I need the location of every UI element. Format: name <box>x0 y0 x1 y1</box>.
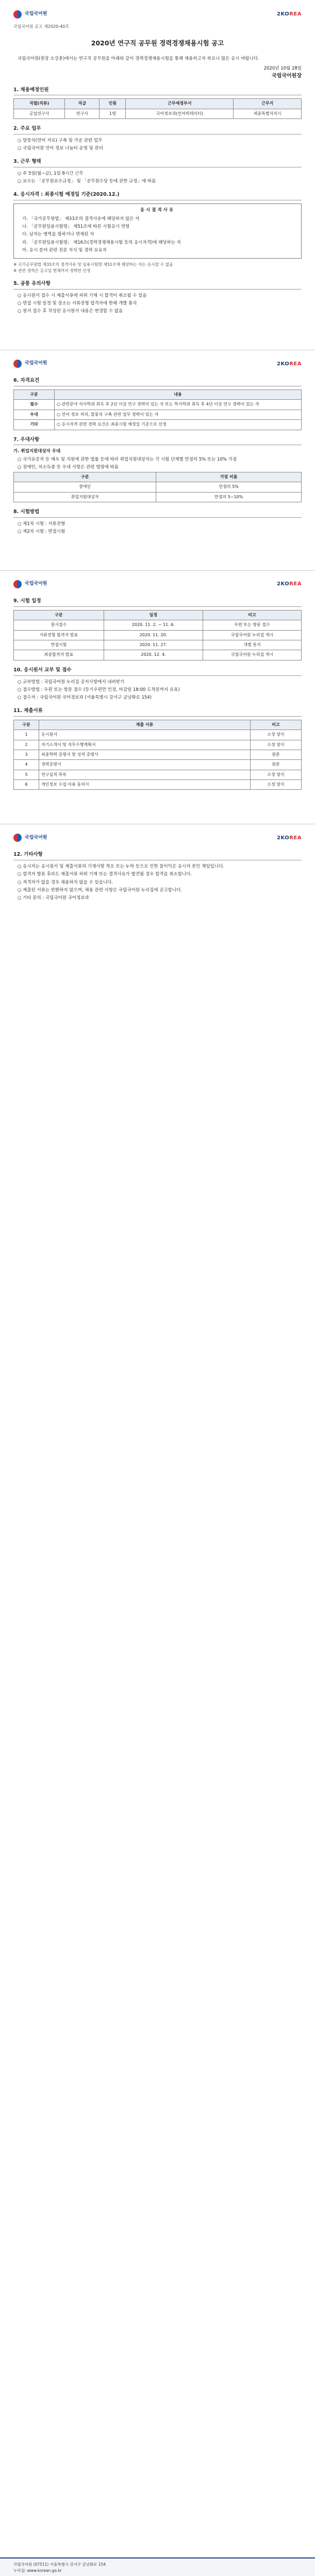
table-cell: 세종특별자치시 <box>234 109 302 118</box>
government-emblem-icon <box>13 580 22 588</box>
government-emblem-icon <box>13 360 22 368</box>
table-cell: 원본 <box>251 750 302 759</box>
table-cell: 3 <box>14 750 39 759</box>
table-cell: 6 <box>14 780 39 790</box>
list-item: ○ 국립국어원 언어 정보 나눔터 운영 및 관리 <box>18 146 103 151</box>
table-cell: 기타 <box>14 420 55 430</box>
preferences-subtitle: 가. 취업지원대상자 우대 <box>13 449 61 454</box>
table-row <box>14 650 302 660</box>
org-logo <box>13 10 47 19</box>
list-item: ○ 보수는 「공무원보수규정」 및 「공무원수당 등에 관한 규정」에 따름 <box>18 179 156 184</box>
notice-date: 2020년 10월 28일 <box>263 65 302 71</box>
section-header-common-notes: 5. 공통 유의사항 <box>13 280 302 290</box>
table-row <box>14 492 302 502</box>
list-item: 마. 응시 분야 관련 전문 지식 및 경력 보유자 <box>22 247 107 253</box>
list-item: ○ 주 5일(월~금), 1일 8시간 근무 <box>18 171 84 176</box>
section-header-documents: 11. 제출서류 <box>13 707 302 717</box>
table-cell: 서류전형 합격자 발표 <box>14 630 104 640</box>
table-header: 근무예정부서 <box>126 99 234 109</box>
korea-brand-logo: 2KOREA <box>276 11 302 18</box>
table-cell: 면접시험 <box>14 640 104 650</box>
table-cell: 소정 양식 <box>251 740 302 750</box>
table-cell: 만점의 5~10% <box>156 492 302 502</box>
table-cell: 응시원서 <box>39 730 251 740</box>
table-row <box>14 400 302 410</box>
table-row <box>14 109 302 118</box>
table-header: 구분 <box>14 390 55 400</box>
eligibility-list <box>18 216 297 254</box>
table-cell: 소정 양식 <box>251 780 302 790</box>
list-item: ○ 장애인, 저소득층 등 우대 사항은 관련 법령에 따름 <box>18 464 119 470</box>
table-cell: 원서접수 <box>14 620 104 630</box>
table-cell: 최종합격자 발표 <box>14 650 104 660</box>
work-type-list <box>13 171 302 185</box>
section-header-application: 10. 응시원서 교부 및 접수 <box>13 667 302 676</box>
list-item: ○ 제1차 시험 : 서류전형 <box>18 521 65 527</box>
table-cell: 소정 양식 <box>251 730 302 740</box>
section-header-schedule: 9. 시험 일정 <box>13 598 302 607</box>
table-cell: 연구사 <box>65 109 100 118</box>
table-header: 내용 <box>55 390 302 400</box>
section-header-exam-method: 8. 시험방법 <box>13 509 302 518</box>
table-cell: ○ 응시자격 관련 경력 요건은 최종시험 예정일 기준으로 산정 <box>55 420 302 430</box>
list-item: ○ 접수처 : 국립국어원 국어정보과 (서울특별시 강서구 금낭화로 154) <box>18 694 152 700</box>
org-logo <box>13 580 47 588</box>
table-row <box>14 740 302 750</box>
page-divider <box>0 570 315 571</box>
application-list <box>13 679 302 702</box>
korea-brand-logo: 2KOREA <box>276 835 302 841</box>
org-name: 국립국어원 <box>25 361 47 366</box>
table-header: 비고 <box>251 720 302 730</box>
intro-paragraph: 국립국어원(원장 소강춘)에서는 연구직 공무원을 아래와 같이 경력경쟁채용시험을 통해 채용하고자 하오니 많은 응시 바랍니다. <box>18 56 259 61</box>
section-header-requirements: 6. 자격요건 <box>13 377 302 386</box>
table-cell: 1명 <box>100 109 126 118</box>
org-name: 국립국어원 <box>25 581 47 587</box>
org-logo <box>13 834 47 842</box>
table-cell: 국립국어원 누리집 게시 <box>203 630 302 640</box>
table-cell: 우대 <box>14 410 55 419</box>
page-footer <box>0 2557 315 2576</box>
table-header: 비고 <box>203 610 302 620</box>
section-header-duties: 2. 주요 업무 <box>13 125 302 134</box>
footer-website: 누리집: www.korean.go.kr <box>13 2568 62 2573</box>
list-item: ○ 접수방법 : 우편 또는 방문 접수 (등기우편만 인정, 마감일 18:00 도착분까지 유효) <box>18 687 180 692</box>
top-bar <box>13 577 302 591</box>
table-cell: ○ 언어 정보 처리, 말뭉치 구축 관련 업무 경력이 있는 자 <box>55 410 302 419</box>
table-header: 인원 <box>100 99 126 109</box>
page-title: 2020년 연구직 공무원 경력경쟁채용시험 공고 <box>91 39 224 47</box>
table-cell: 취업지원대상자 <box>14 492 156 502</box>
table-row <box>14 482 302 492</box>
section-header-work-type: 3. 근무 형태 <box>13 158 302 167</box>
common-notes-list <box>13 293 302 315</box>
table-header: 구분 <box>14 610 104 620</box>
positions-table <box>13 98 302 119</box>
table-cell: 국립국어원 누리집 게시 <box>203 650 302 660</box>
table-header: 일정 <box>104 610 203 620</box>
table-row <box>14 730 302 740</box>
table-cell: 공업연구사 <box>14 109 65 118</box>
table-cell: 2020. 11. 20. <box>104 630 203 640</box>
eligibility-box-title: 응시결격사유 <box>140 207 175 213</box>
table-header: 제출 서류 <box>39 720 251 730</box>
section-header-positions: 1. 채용예정인원 <box>13 87 302 96</box>
table-cell: 장애인 <box>14 482 156 492</box>
schedule-table <box>13 610 302 660</box>
table-header: 구분 <box>14 472 156 482</box>
top-bar <box>13 7 302 22</box>
list-item: ○ 국가유공자 등 예우 및 지원에 관한 법률 등에 따라 취업지원대상자는 각 시험 단계별 만점의 5% 또는 10% 가점 <box>18 456 237 462</box>
documents-table <box>13 720 302 790</box>
duties-list <box>13 138 302 152</box>
table-row <box>14 780 302 790</box>
list-item: ○ 면접 시험 일정 및 장소는 서류전형 합격자에 한해 개별 통지 <box>18 301 137 307</box>
misc-list <box>13 863 302 902</box>
list-item: 라. 「공무원임용시험령」 제16조(경력경쟁채용시험 등의 응시자격)에 해당하는 자 <box>22 240 181 245</box>
org-logo <box>13 360 47 368</box>
eligibility-note: ※ 국가공무원법 제33조의 결격사유 및 임용시험령 제51조에 해당하는 자는 응시할 수 없음 <box>13 262 173 267</box>
table-cell: 2 <box>14 740 39 750</box>
list-item: ○ 응시원서 접수 시 제출서류에 허위 기재 시 합격이 취소될 수 있음 <box>18 293 147 298</box>
list-item: 가. 「국가공무원법」 제33조의 결격사유에 해당하지 않은 자 <box>22 216 140 222</box>
table-row <box>14 760 302 770</box>
eligibility-note: ※ 관련 경력은 공고일 현재까지 경력만 인정 <box>13 268 91 274</box>
korea-brand-logo: 2KOREA <box>276 581 302 587</box>
org-name: 국립국어원 <box>25 11 47 17</box>
korea-brand-logo: 2KOREA <box>276 361 302 367</box>
list-item: 다. 남자는 병역을 필하거나 면제된 자 <box>22 232 94 238</box>
footer-address: 국립국어원 (07511) 서울특별시 강서구 금낭화로 154 <box>13 2562 106 2567</box>
table-row <box>14 420 302 430</box>
government-emblem-icon <box>13 10 22 19</box>
notice-page <box>0 0 315 902</box>
table-cell: 개별 통지 <box>203 640 302 650</box>
list-item: ○ 원서 접수 후 작성된 응시원서 내용은 변경할 수 없음 <box>18 309 123 314</box>
table-cell: 최종학력 증명서 및 성적 증명서 <box>39 750 251 759</box>
table-row <box>14 770 302 779</box>
signer: 국립국어원장 <box>272 73 302 79</box>
table-cell: 필수 <box>14 400 55 410</box>
list-item: ○ 기타 문의 : 국립국어원 국어정보과 <box>18 895 89 901</box>
table-header: 직급 <box>65 99 100 109</box>
table-row <box>14 750 302 759</box>
table-cell: 우편 또는 방문 접수 <box>203 620 302 630</box>
table-header: 가점 비율 <box>156 472 302 482</box>
bonus-points-table <box>13 472 302 502</box>
requirements-table <box>13 389 302 430</box>
list-item: ○ 적격자가 없을 경우 채용하지 않을 수 있습니다. <box>18 879 113 885</box>
table-cell: 원본 <box>251 760 302 770</box>
table-cell: 2020. 12. 4. <box>104 650 203 660</box>
eligibility-box <box>13 204 302 259</box>
top-bar <box>13 831 302 845</box>
table-cell: 1 <box>14 730 39 740</box>
preferences-list <box>13 456 302 471</box>
table-cell: 2020. 11. 27. <box>104 640 203 650</box>
section-header-misc: 12. 기타사항 <box>13 851 302 860</box>
table-row <box>14 410 302 419</box>
table-cell: 국어정보과(언어빅데이터) <box>126 109 234 118</box>
table-cell: 자기소개서 및 직무수행계획서 <box>39 740 251 750</box>
list-item: ○ 제출된 서류는 반환하지 않으며, 채용 관련 사항은 국립국어원 누리집에 공고합니다. <box>18 887 183 893</box>
table-cell: 4 <box>14 760 39 770</box>
list-item: ○ 응시자는 응시원서 및 제출서류의 기재사항 착오 또는 누락 등으로 인한 불이익은 응시자 본인 책임입니다. <box>18 864 225 870</box>
top-bar <box>13 357 302 371</box>
table-cell: 2020. 11. 2. ~ 11. 6. <box>104 620 203 630</box>
org-name: 국립국어원 <box>25 835 47 840</box>
table-header: 구분 <box>14 720 39 730</box>
table-cell: 5 <box>14 770 39 779</box>
list-item: 나. 「공무원임용시험령」 제51조에 따른 시험응시 연령 <box>22 224 130 230</box>
exam-method-list <box>13 521 302 535</box>
table-cell: 만점의 5% <box>156 482 302 492</box>
notice-number: 국립국어원 공고 제2020-40호 <box>13 24 70 29</box>
table-cell: 개인정보 수집·이용 동의서 <box>39 780 251 790</box>
table-cell: 경력증명서 <box>39 760 251 770</box>
section-header-eligibility: 4. 응시자격 : 최종시험 예정일 기준(2020.12.) <box>13 191 302 200</box>
table-row <box>14 640 302 650</box>
table-row <box>14 630 302 640</box>
section-header-preferences: 7. 우대사항 <box>13 436 302 446</box>
list-item: ○ 합격자 발표 후라도 제출서류 허위 기재 또는 결격사유가 발견될 경우 합격을 취소합니다. <box>18 872 192 877</box>
table-header: 근무지 <box>234 99 302 109</box>
table-header: 직렬(직류) <box>14 99 65 109</box>
list-item: ○ 말뭉치(언어 자료) 구축 및 가공 관련 업무 <box>18 138 103 143</box>
table-cell: 연구실적 목록 <box>39 770 251 779</box>
list-item: ○ 교부방법 : 국립국어원 누리집 공지사항에서 내려받기 <box>18 679 125 685</box>
table-row <box>14 620 302 630</box>
list-item: ○ 제2차 시험 : 면접시험 <box>18 529 65 534</box>
government-emblem-icon <box>13 834 22 842</box>
table-cell: 소정 양식 <box>251 770 302 779</box>
table-cell: ○ 관련분야 석사학위 취득 후 2년 이상 연구 경력이 있는 자 또는 학사학위 취득 후 4년 이상 연구 경력이 있는 자 <box>55 400 302 410</box>
